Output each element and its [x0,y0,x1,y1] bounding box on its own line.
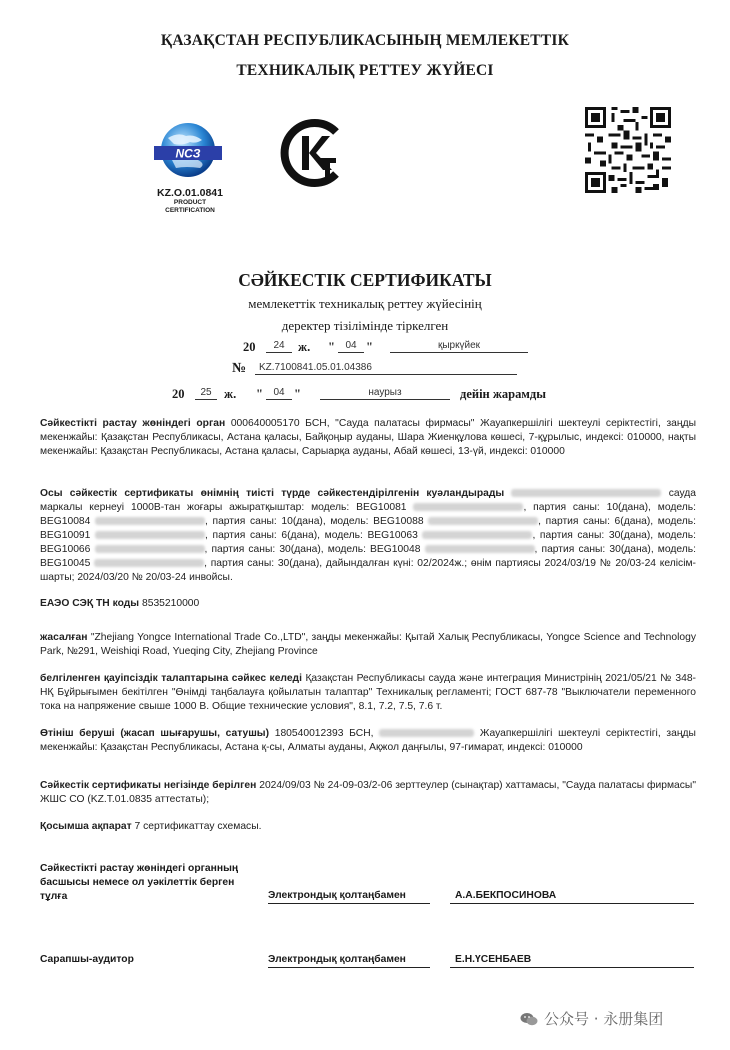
number-label: № [232,361,247,376]
valid-suffix: дейін жарамды [460,387,546,401]
logo-caption-2: CERTIFICATION [165,207,215,214]
auditor-label: Сарапшы-аудитор [40,954,134,965]
signature-line-2 [268,967,430,968]
tn-label: ЕАЭО СЭҚ ТН коды [40,598,140,609]
head-line-2: басшысы немесе ол уәкілеттік берген [40,877,235,888]
redacted-brand [422,531,532,539]
certificate-number: KZ.7100841.05.01.04386 [255,362,517,375]
product-text-g: , партия саны: 30(дана), модель: BEG10048 [204,544,421,555]
redacted-brand [95,545,205,553]
basis-label: Сәйкестік сертификаты негізінде берілген [40,780,257,791]
reg-year-suffix: ж. [298,340,311,354]
extra-label: Қосымша ақпарат [40,821,132,832]
valid-month: наурыз [320,387,450,400]
watermark [520,1008,663,1029]
product-text-f: , партия саны: 30(дана), модель: BEG10066 [40,530,696,555]
redacted-company [379,729,474,737]
reg-year: 24 [266,340,292,353]
header-line-1: ҚАЗАҚСТАН РЕСПУБЛИКАСЫНЫҢ МЕМЛЕКЕТТІК [160,32,570,49]
valid-day: 04 [266,387,292,400]
req-label: белгіленген қауіпсіздік талаптарына сәйкес келеді [40,673,302,684]
requirements-section [40,672,696,714]
signature-line-1 [268,903,430,904]
head-signatory-label [40,862,238,904]
qr-code-icon [585,105,671,195]
product-text-a: сауда маркалы кернеуі 1000В-тан жоғары ажыратқыштар: модель: BEG10081 [40,488,696,513]
basis-section [40,779,696,807]
subtitle-line-2: деректер тізілімінде тіркелген [281,318,449,333]
certificate-title: СӘЙКЕСТІК СЕРТИФИКАТЫ [238,270,492,290]
product-text-c: , партия саны: 10(дана), модель: BEG10088 [205,516,424,527]
signatory-name-1: А.А.БЕКПОСИНОВА [455,890,557,901]
electronic-signature-2: Электрондық қолтаңбамен [268,954,406,965]
valid-year: 25 [195,387,217,400]
electronic-signature-1: Электрондық қолтаңбамен [268,890,406,901]
product-text-d: , партия саны: 6(дана), модель: BEG10091 [40,516,696,541]
certification-body-section [40,417,696,459]
valid-year-prefix: 20 [172,387,185,401]
org-label: Сәйкестікті растау жөніндегі орган [40,418,226,429]
redacted-brand [511,489,661,497]
valid-year-suffix: ж. [224,387,237,401]
subtitle-line-1: мемлекеттік техникалық реттеу жүйесінің [248,296,482,311]
name-line-1 [450,903,694,904]
extra-text: 7 сертификаттау схемасы. [134,821,262,832]
app-text-b: Жауапкершілігі шектеулі серіктестігі, заңды мекенжайы: Қазақстан Республикасы, Астана қ-сы, Алматы ауданы, Ақжол даңғылы, 97-гимарат, индексі: 010000 [40,728,696,753]
head-line-1: Сәйкестікті растау жөніндегі органның [40,863,239,874]
redacted-brand [95,517,205,525]
req-text: Қазақстан Республикасы сауда және интеграция Министрінің 2021/05/21 № 348-НҚ Бұйрығымен бекітілген "Өнімді таңбалауға қойылатын талаптар" Техникалық регламенті; ГОСТ 687-78 "Выключатели переменного тока на напряжение свыше 1000 В. Общие технические условия", 8.1, 7.2, 7.5, 7.6 т. [40,673,696,712]
applicant-section [40,727,696,755]
made-text: "Zhejiang Yongce International Trade Co.,LTD", заңды мекенжайы: Қытай Халық Республикасы, Yongce Science and Technology Park, №291, Weishiqi Road, Yueqing City, Zhejiang Province [40,632,696,657]
tn-code-section [40,597,696,611]
reg-month: қыркүйек [390,340,528,353]
kz-conformity-mark-icon [278,118,344,188]
accreditation-code: KZ.O.01.0841 [157,187,223,199]
certification-body-logo [150,120,230,215]
redacted-brand [425,545,535,553]
manufacturer-section [40,631,696,659]
redacted-brand [95,531,205,539]
header-line-2: ТЕХНИКАЛЫҚ РЕТТЕУ ЖҮЙЕСІ [236,62,494,79]
redacted-brand [94,559,204,567]
cert-label: Осы сәйкестік сертификаты өнімнің тиісті түрде сәйкестендірілгенін куәландырады [40,488,505,499]
product-section [40,487,696,585]
extra-info-section [40,820,696,834]
redacted-brand [428,517,538,525]
reg-quote-open: " [328,340,335,354]
org-text: 000640005170 БСН, "Сауда палатасы фирмасы" Жауапкершілігі шектеулі серіктестігі, заңды мекенжайы: Қазақстан Республикасы, Астана қаласы, Байқоңыр ауданы, Шара Жиенқұлова көшесі, 7-құрылыс, индексі: 010000, нақты мекенжайы: Қазақстан Республикасы, Астана қаласы, Сарыарқа ауданы, Абай көшесі, 13-үй, индексі: 010000 [40,418,696,457]
product-text-e: , партия саны: 6(дана), модель: BEG10063 [205,530,418,541]
redacted-brand [413,503,523,511]
valid-quote-close: " [294,387,301,401]
head-line-3: тұлға [40,891,68,902]
globe-logo-icon [150,120,226,180]
valid-quote-open: " [256,387,263,401]
tn-value: 8535210000 [141,598,200,609]
logo-mark-text: NCЗ [175,146,201,161]
made-label: жасалған [40,632,88,643]
product-text-h: , партия саны: 30(дана), модель: BEG10045 [40,544,696,569]
reg-day: 04 [338,340,364,353]
product-text-b: , партия саны: 10(дана), модель: BEG10084 [40,502,697,527]
app-text-a: 180540012393 БСН, [274,728,374,739]
wechat-icon [520,1012,538,1026]
product-text-i: , партия саны: 30(дана), дайындалған күні: 02/2024ж.; өнім партиясы 2024/03/19 № 20/03-24 келісім-шарты; 2024/03/20 № 20/03-24 инвойсы. [40,558,696,583]
logo-caption-1: PRODUCT [173,199,207,206]
basis-text: 2024/09/03 № 24-09-03/2-06 зерттеулер (сынақтар) хаттамасы, "Сауда палатасы фирмасы" ЖШС СО (KZ.T.01.0835 аттестаты); [40,780,696,805]
signatory-name-2: Е.Н.ҮСЕНБАЕВ [455,954,532,965]
reg-quote-close: " [366,340,373,354]
reg-year-prefix: 20 [243,340,256,354]
name-line-2 [450,967,694,968]
watermark-text: 公众号 · 永册集团 [544,1010,664,1028]
app-label: Өтініш беруші (жасап шығарушы, сатушы) [40,728,270,739]
